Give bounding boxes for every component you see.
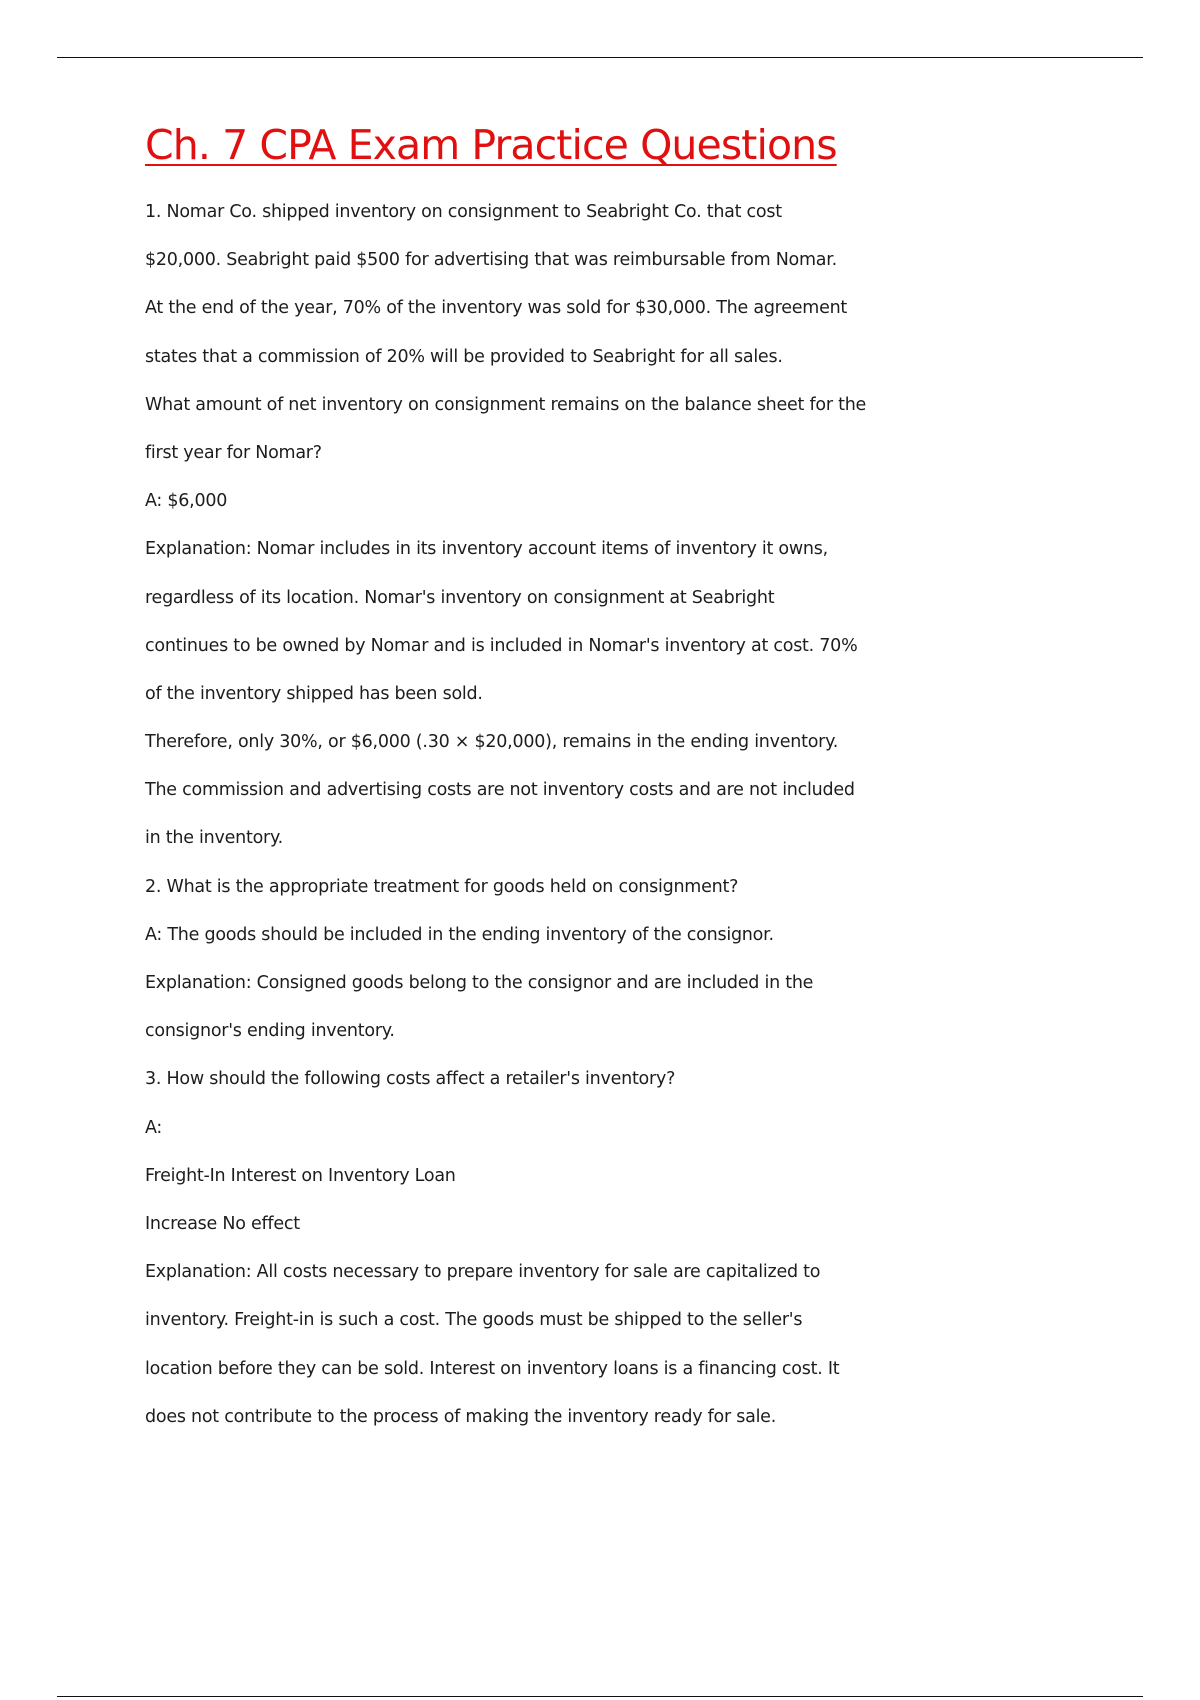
text-line: does not contribute to the process of making the inventory ready for sale. — [145, 1406, 777, 1427]
bottom-rule — [57, 1696, 1143, 1697]
question-line: 2. What is the appropriate treatment for goods held on consignment? — [145, 876, 739, 897]
text-line: Explanation: Consigned goods belong to the consignor and are included in the — [145, 973, 814, 993]
table-values-line: Increase No effect — [145, 1213, 300, 1234]
text-line: The commission and advertising costs are not inventory costs and are not included — [145, 780, 855, 801]
question-line: 3. How should the following costs affect a retailer's inventory? — [145, 1069, 676, 1090]
text-line: Therefore, only 30%, or $6,000 (.30 × $20,000), remains in the ending inventory. — [145, 732, 839, 753]
text-line: in the inventory. — [145, 828, 283, 849]
text-line: inventory. Freight-in is such a cost. The goods must be shipped to the seller's — [145, 1310, 803, 1331]
text-line: location before they can be sold. Interest on inventory loans is a financing cost. It — [145, 1358, 840, 1379]
document-text — [145, 188, 1045, 1441]
text-line: At the end of the year, 70% of the inventory was sold for $30,000. The agreement — [145, 298, 848, 319]
text-line: What amount of net inventory on consignment remains on the balance sheet for the — [145, 394, 867, 415]
top-rule — [57, 57, 1143, 58]
text-line: consignor's ending inventory. — [145, 1021, 395, 1042]
text-line: first year for Nomar? — [145, 442, 322, 463]
text-line: regardless of its location. Nomar's inventory on consignment at Seabright — [145, 587, 775, 608]
text-line: continues to be owned by Nomar and is included in Nomar's inventory at cost. 70% — [145, 635, 858, 656]
text-line: 1. Nomar Co. shipped inventory on consignment to Seabright Co. that cost — [145, 202, 782, 222]
text-line: Explanation: Nomar includes in its inventory account items of inventory it owns, — [145, 539, 828, 560]
document-body — [145, 118, 1045, 1427]
table-header-line: Freight-In Interest on Inventory Loan — [145, 1165, 456, 1186]
answer-line: A: $6,000 — [145, 491, 228, 512]
document-title: Ch. 7 CPA Exam Practice Questions — [145, 121, 837, 169]
text-line: states that a commission of 20% will be provided to Seabright for all sales. — [145, 346, 783, 367]
text-line: $20,000. Seabright paid $500 for advertising that was reimbursable from Nomar. — [145, 250, 837, 271]
answer-line: A: The goods should be included in the ending inventory of the consignor. — [145, 924, 774, 945]
text-line: Explanation: All costs necessary to prepare inventory for sale are capitalized to — [145, 1262, 821, 1283]
answer-line: A: — [145, 1117, 163, 1138]
text-line: of the inventory shipped has been sold. — [145, 683, 483, 704]
